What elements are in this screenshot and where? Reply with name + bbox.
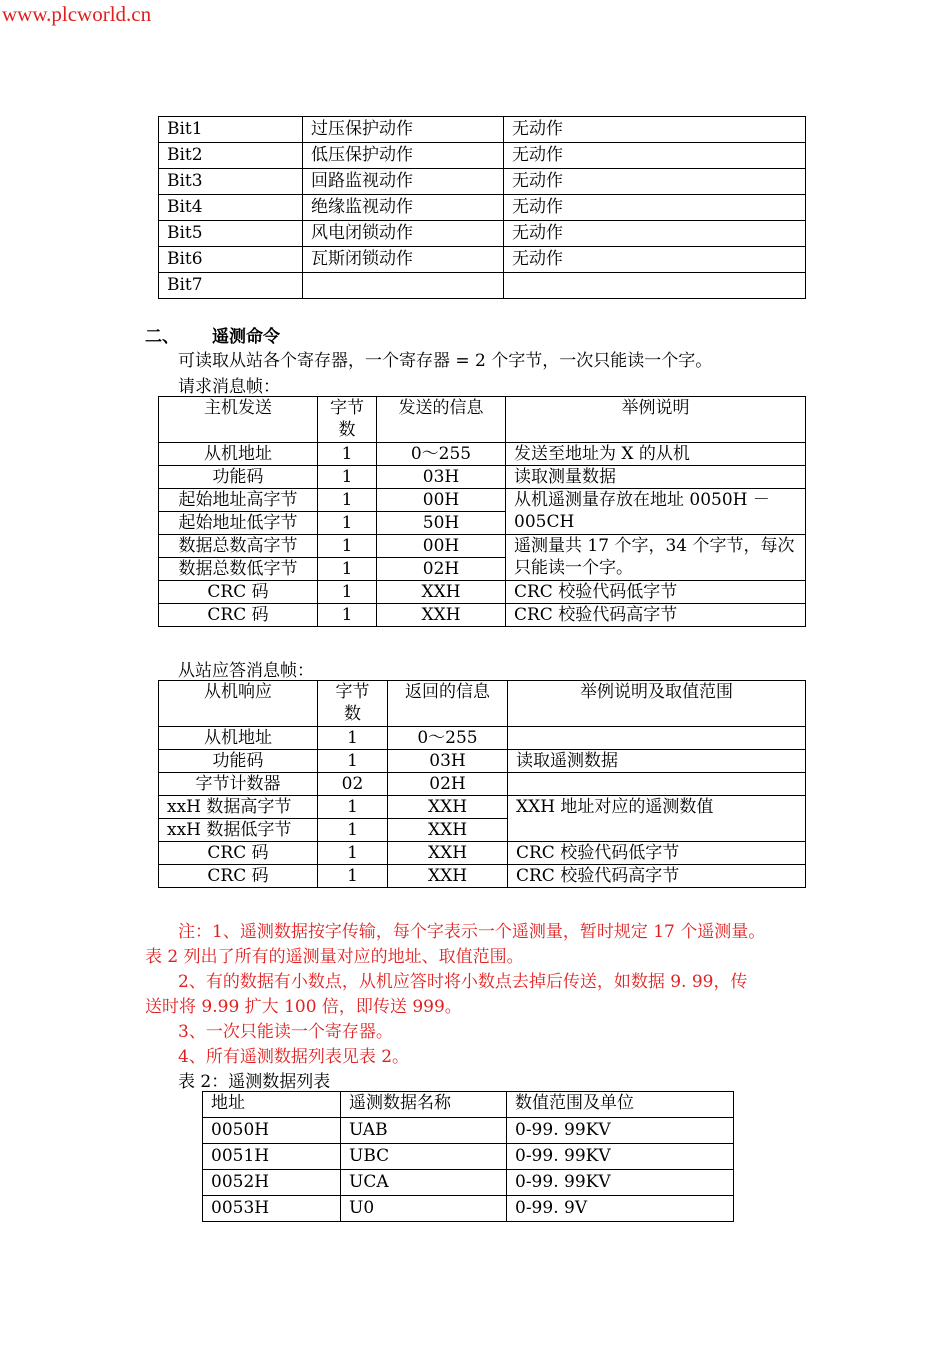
table-cell: 低压保护动作 <box>303 143 504 169</box>
table2-caption: 表 2：遥测数据列表 <box>178 1072 331 1092</box>
table-row <box>159 117 806 143</box>
table-cell: 0053H <box>203 1196 341 1222</box>
table-cell: 无动作 <box>504 221 806 247</box>
table-cell: CRC 码 <box>159 581 318 604</box>
table-cell: 读取测量数据 <box>506 466 806 489</box>
table-cell: 风电闭锁动作 <box>303 221 504 247</box>
table-cell: 无动作 <box>504 195 806 221</box>
response-header-info: 返回的信息 <box>388 681 508 727</box>
note-3: 3、一次只能读一个寄存器。 <box>178 1022 393 1042</box>
table-cell: 绝缘监视动作 <box>303 195 504 221</box>
note-1-line-2: 表 2 列出了所有的遥测量对应的地址、取值范围。 <box>145 947 524 967</box>
table-cell: UBC <box>341 1144 507 1170</box>
table-cell: 0050H <box>203 1118 341 1144</box>
request-header-example: 举例说明 <box>506 397 806 443</box>
table-cell: XXH <box>377 604 506 627</box>
table-cell: CRC 校验代码低字节 <box>506 581 806 604</box>
table-cell: 02H <box>377 558 506 581</box>
table-cell: 从机遥测量存放在地址 0050H － 005CH <box>506 489 806 535</box>
table-cell: 03H <box>388 750 508 773</box>
response-table <box>158 680 806 888</box>
response-header-responder: 从机响应 <box>159 681 318 727</box>
table-cell: CRC 校验代码高字节 <box>508 865 806 888</box>
table-cell: 数据总数高字节 <box>159 535 318 558</box>
table-cell: 发送至地址为 X 的从机 <box>506 443 806 466</box>
table-cell: 从机地址 <box>159 443 318 466</box>
table-cell: 过压保护动作 <box>303 117 504 143</box>
table-cell: Bit3 <box>159 169 303 195</box>
table-cell: XXH <box>388 865 508 888</box>
table-cell: 0-99. 9V <box>507 1196 734 1222</box>
table-cell: Bit7 <box>159 273 303 299</box>
table-cell: UAB <box>341 1118 507 1144</box>
table-cell: XXH <box>388 796 508 819</box>
table-row <box>159 169 806 195</box>
table-cell: 功能码 <box>159 466 318 489</box>
table-cell: CRC 码 <box>159 865 318 888</box>
table-cell: 1 <box>318 443 377 466</box>
table-row <box>203 1118 734 1144</box>
table-cell <box>508 773 806 796</box>
table-cell: 1 <box>318 796 388 819</box>
table-cell: 起始地址低字节 <box>159 512 318 535</box>
table-cell: 1 <box>318 842 388 865</box>
table-cell <box>303 273 504 299</box>
table2-header-range: 数值范围及单位 <box>507 1092 734 1118</box>
table-cell: CRC 码 <box>159 604 318 627</box>
bits-table <box>158 116 806 299</box>
table-cell: xxH 数据高字节 <box>159 796 318 819</box>
table-row <box>203 1170 734 1196</box>
table2-header-address: 地址 <box>203 1092 341 1118</box>
table-cell: 50H <box>377 512 506 535</box>
table-cell: 0-99. 99KV <box>507 1144 734 1170</box>
table-cell: 无动作 <box>504 117 806 143</box>
table-cell: CRC 校验代码高字节 <box>506 604 806 627</box>
table-cell <box>504 273 806 299</box>
table-cell: xxH 数据低字节 <box>159 819 318 842</box>
table-cell: Bit6 <box>159 247 303 273</box>
table-cell: 遥测量共 17 个字，34 个字节，每次只能读一个字。 <box>506 535 806 581</box>
table-cell: 字节计数器 <box>159 773 318 796</box>
note-2-line-2: 送时将 9.99 扩大 100 倍，即传送 999。 <box>145 997 462 1017</box>
table-cell: XXH <box>388 819 508 842</box>
table-cell: 0-99. 99KV <box>507 1118 734 1144</box>
section-number: 二、 <box>145 327 179 347</box>
table-cell: U0 <box>341 1196 507 1222</box>
table-cell: CRC 校验代码低字节 <box>508 842 806 865</box>
table-row <box>203 1196 734 1222</box>
request-table <box>158 396 806 627</box>
table-row <box>159 195 806 221</box>
table-cell <box>508 727 806 750</box>
table-cell: UCA <box>341 1170 507 1196</box>
table-cell: 无动作 <box>504 247 806 273</box>
table-cell: 瓦斯闭锁动作 <box>303 247 504 273</box>
note-1-line-1: 注：1、遥测数据按字传输，每个字表示一个遥测量，暂时规定 17 个遥测量。 <box>178 922 766 942</box>
table-cell: 1 <box>318 819 388 842</box>
table-cell: 起始地址高字节 <box>159 489 318 512</box>
table-cell: 1 <box>318 581 377 604</box>
table-row <box>159 143 806 169</box>
table-cell: 1 <box>318 865 388 888</box>
table-cell: 03H <box>377 466 506 489</box>
telemetry-table <box>202 1091 734 1222</box>
note-4: 4、所有遥测数据列表见表 2。 <box>178 1047 410 1067</box>
table-cell: 0～255 <box>388 727 508 750</box>
table-cell: Bit1 <box>159 117 303 143</box>
note-2-line-1: 2、有的数据有小数点，从机应答时将小数点去掉后传送，如数据 9. 99，传 <box>178 972 748 992</box>
table-cell: 1 <box>318 604 377 627</box>
table-cell: 功能码 <box>159 750 318 773</box>
table-cell: Bit2 <box>159 143 303 169</box>
section-title: 遥测命令 <box>212 327 280 347</box>
table-cell: XXH <box>388 842 508 865</box>
table-cell: 无动作 <box>504 169 806 195</box>
table-cell: 1 <box>318 750 388 773</box>
table-cell: 1 <box>318 727 388 750</box>
request-label: 请求消息帧： <box>178 377 280 397</box>
table-cell: 02H <box>388 773 508 796</box>
table-cell: 回路监视动作 <box>303 169 504 195</box>
table-cell: CRC 码 <box>159 842 318 865</box>
table-cell: 数据总数低字节 <box>159 558 318 581</box>
request-header-sender: 主机发送 <box>159 397 318 443</box>
table-cell: 1 <box>318 466 377 489</box>
table-cell: Bit4 <box>159 195 303 221</box>
section-intro: 可读取从站各个寄存器，一个寄存器 = 2 个字节，一次只能读一个字。 <box>178 351 713 371</box>
watermark[interactable]: www.plcworld.cn <box>2 2 152 26</box>
request-header-info: 发送的信息 <box>377 397 506 443</box>
table-cell: 从机地址 <box>159 727 318 750</box>
table-row <box>159 273 806 299</box>
table-cell: 0051H <box>203 1144 341 1170</box>
response-label: 从站应答消息帧： <box>178 661 314 681</box>
request-header-bytes: 字节 数 <box>318 397 377 443</box>
table-cell: 读取遥测数据 <box>508 750 806 773</box>
table2-header-name: 遥测数据名称 <box>341 1092 507 1118</box>
table-cell: 1 <box>318 489 377 512</box>
table-cell: 1 <box>318 512 377 535</box>
table-cell: 00H <box>377 489 506 512</box>
table-cell: 无动作 <box>504 143 806 169</box>
table-cell: 1 <box>318 558 377 581</box>
table-row <box>159 221 806 247</box>
response-header-bytes: 字节 数 <box>318 681 388 727</box>
table-cell: XXH <box>377 581 506 604</box>
table-cell: 02 <box>318 773 388 796</box>
table-cell: Bit5 <box>159 221 303 247</box>
table-cell: 0052H <box>203 1170 341 1196</box>
table-cell: 00H <box>377 535 506 558</box>
table-row <box>159 247 806 273</box>
table-cell: 1 <box>318 535 377 558</box>
table-row <box>203 1144 734 1170</box>
response-header-example: 举例说明及取值范围 <box>508 681 806 727</box>
table-cell: 0～255 <box>377 443 506 466</box>
table-cell: 0-99. 99KV <box>507 1170 734 1196</box>
table-cell: XXH 地址对应的遥测数值 <box>508 796 806 842</box>
